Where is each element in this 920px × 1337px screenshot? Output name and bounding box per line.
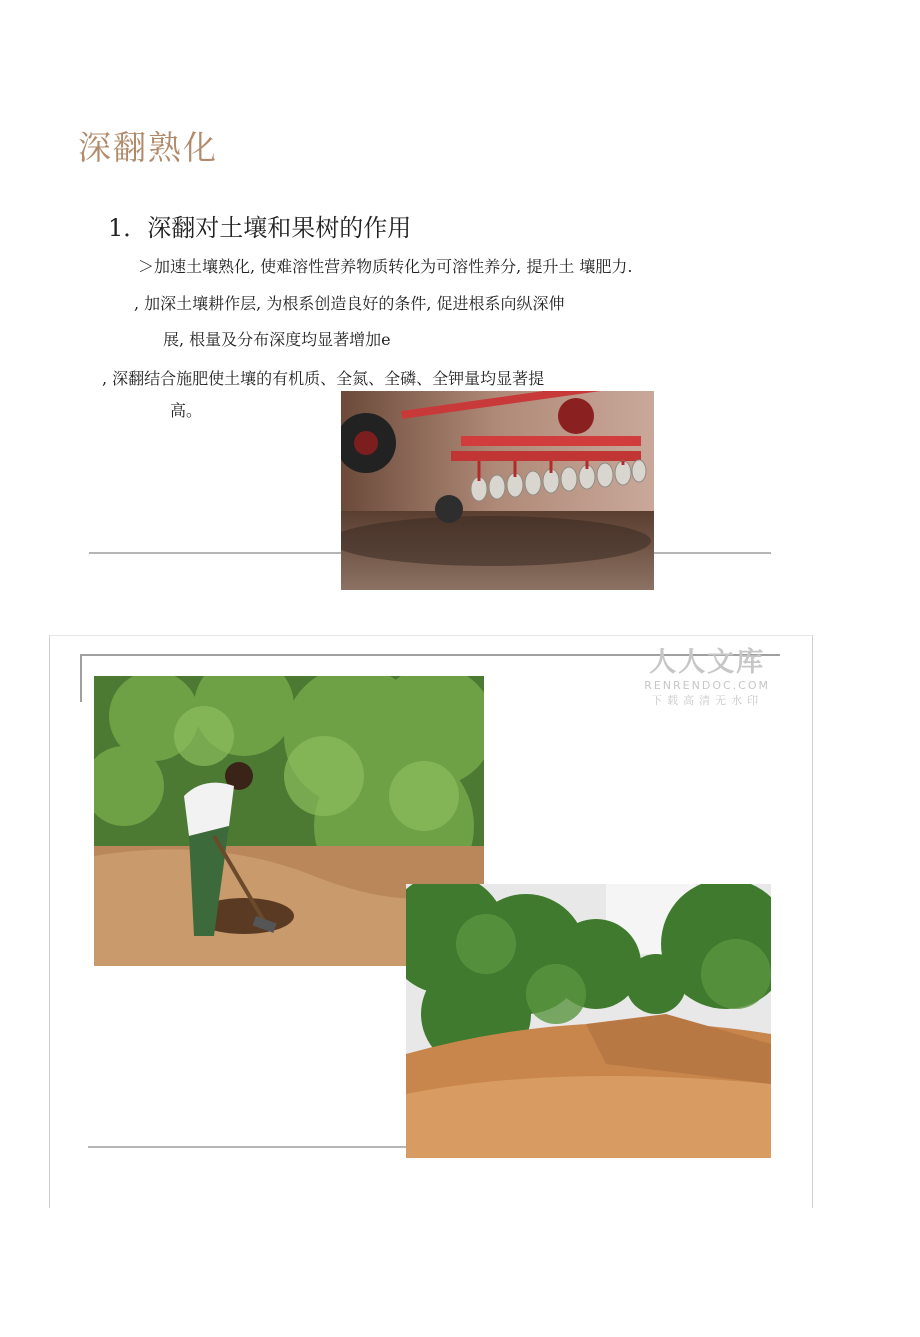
paragraph-5: 高。 bbox=[170, 401, 203, 420]
watermark-tag: 下载高清无水印 bbox=[651, 694, 764, 707]
paragraph-2: , 加深土壤耕作层, 为根系创造良好的条件, 促进根系向纵深伸 bbox=[134, 294, 565, 313]
section-heading: 1．深翻对土壤和果树的作用 bbox=[108, 214, 412, 242]
paragraph-4: , 深翻结合施肥使土壤的有机质、全氮、全磷、全钾量均显著提 bbox=[102, 369, 545, 388]
paragraph-3: 展, 根量及分布深度均显著增加e bbox=[163, 330, 391, 349]
orchard-photo bbox=[406, 884, 771, 1158]
frame-left-tick bbox=[80, 654, 82, 702]
watermark-main: 人人文库 bbox=[649, 647, 766, 678]
paragraph-1: ＞加速土壤熟化, 使难溶性营养物质转化为可溶性养分, 提升土 壤肥力. bbox=[138, 257, 633, 276]
watermark bbox=[644, 640, 770, 708]
plow-photo bbox=[341, 391, 654, 590]
frame-bottom-rule bbox=[88, 1146, 408, 1148]
watermark-sub: RENRENDOC.COM bbox=[644, 679, 770, 692]
page-title: 深翻熟化 bbox=[78, 128, 218, 167]
